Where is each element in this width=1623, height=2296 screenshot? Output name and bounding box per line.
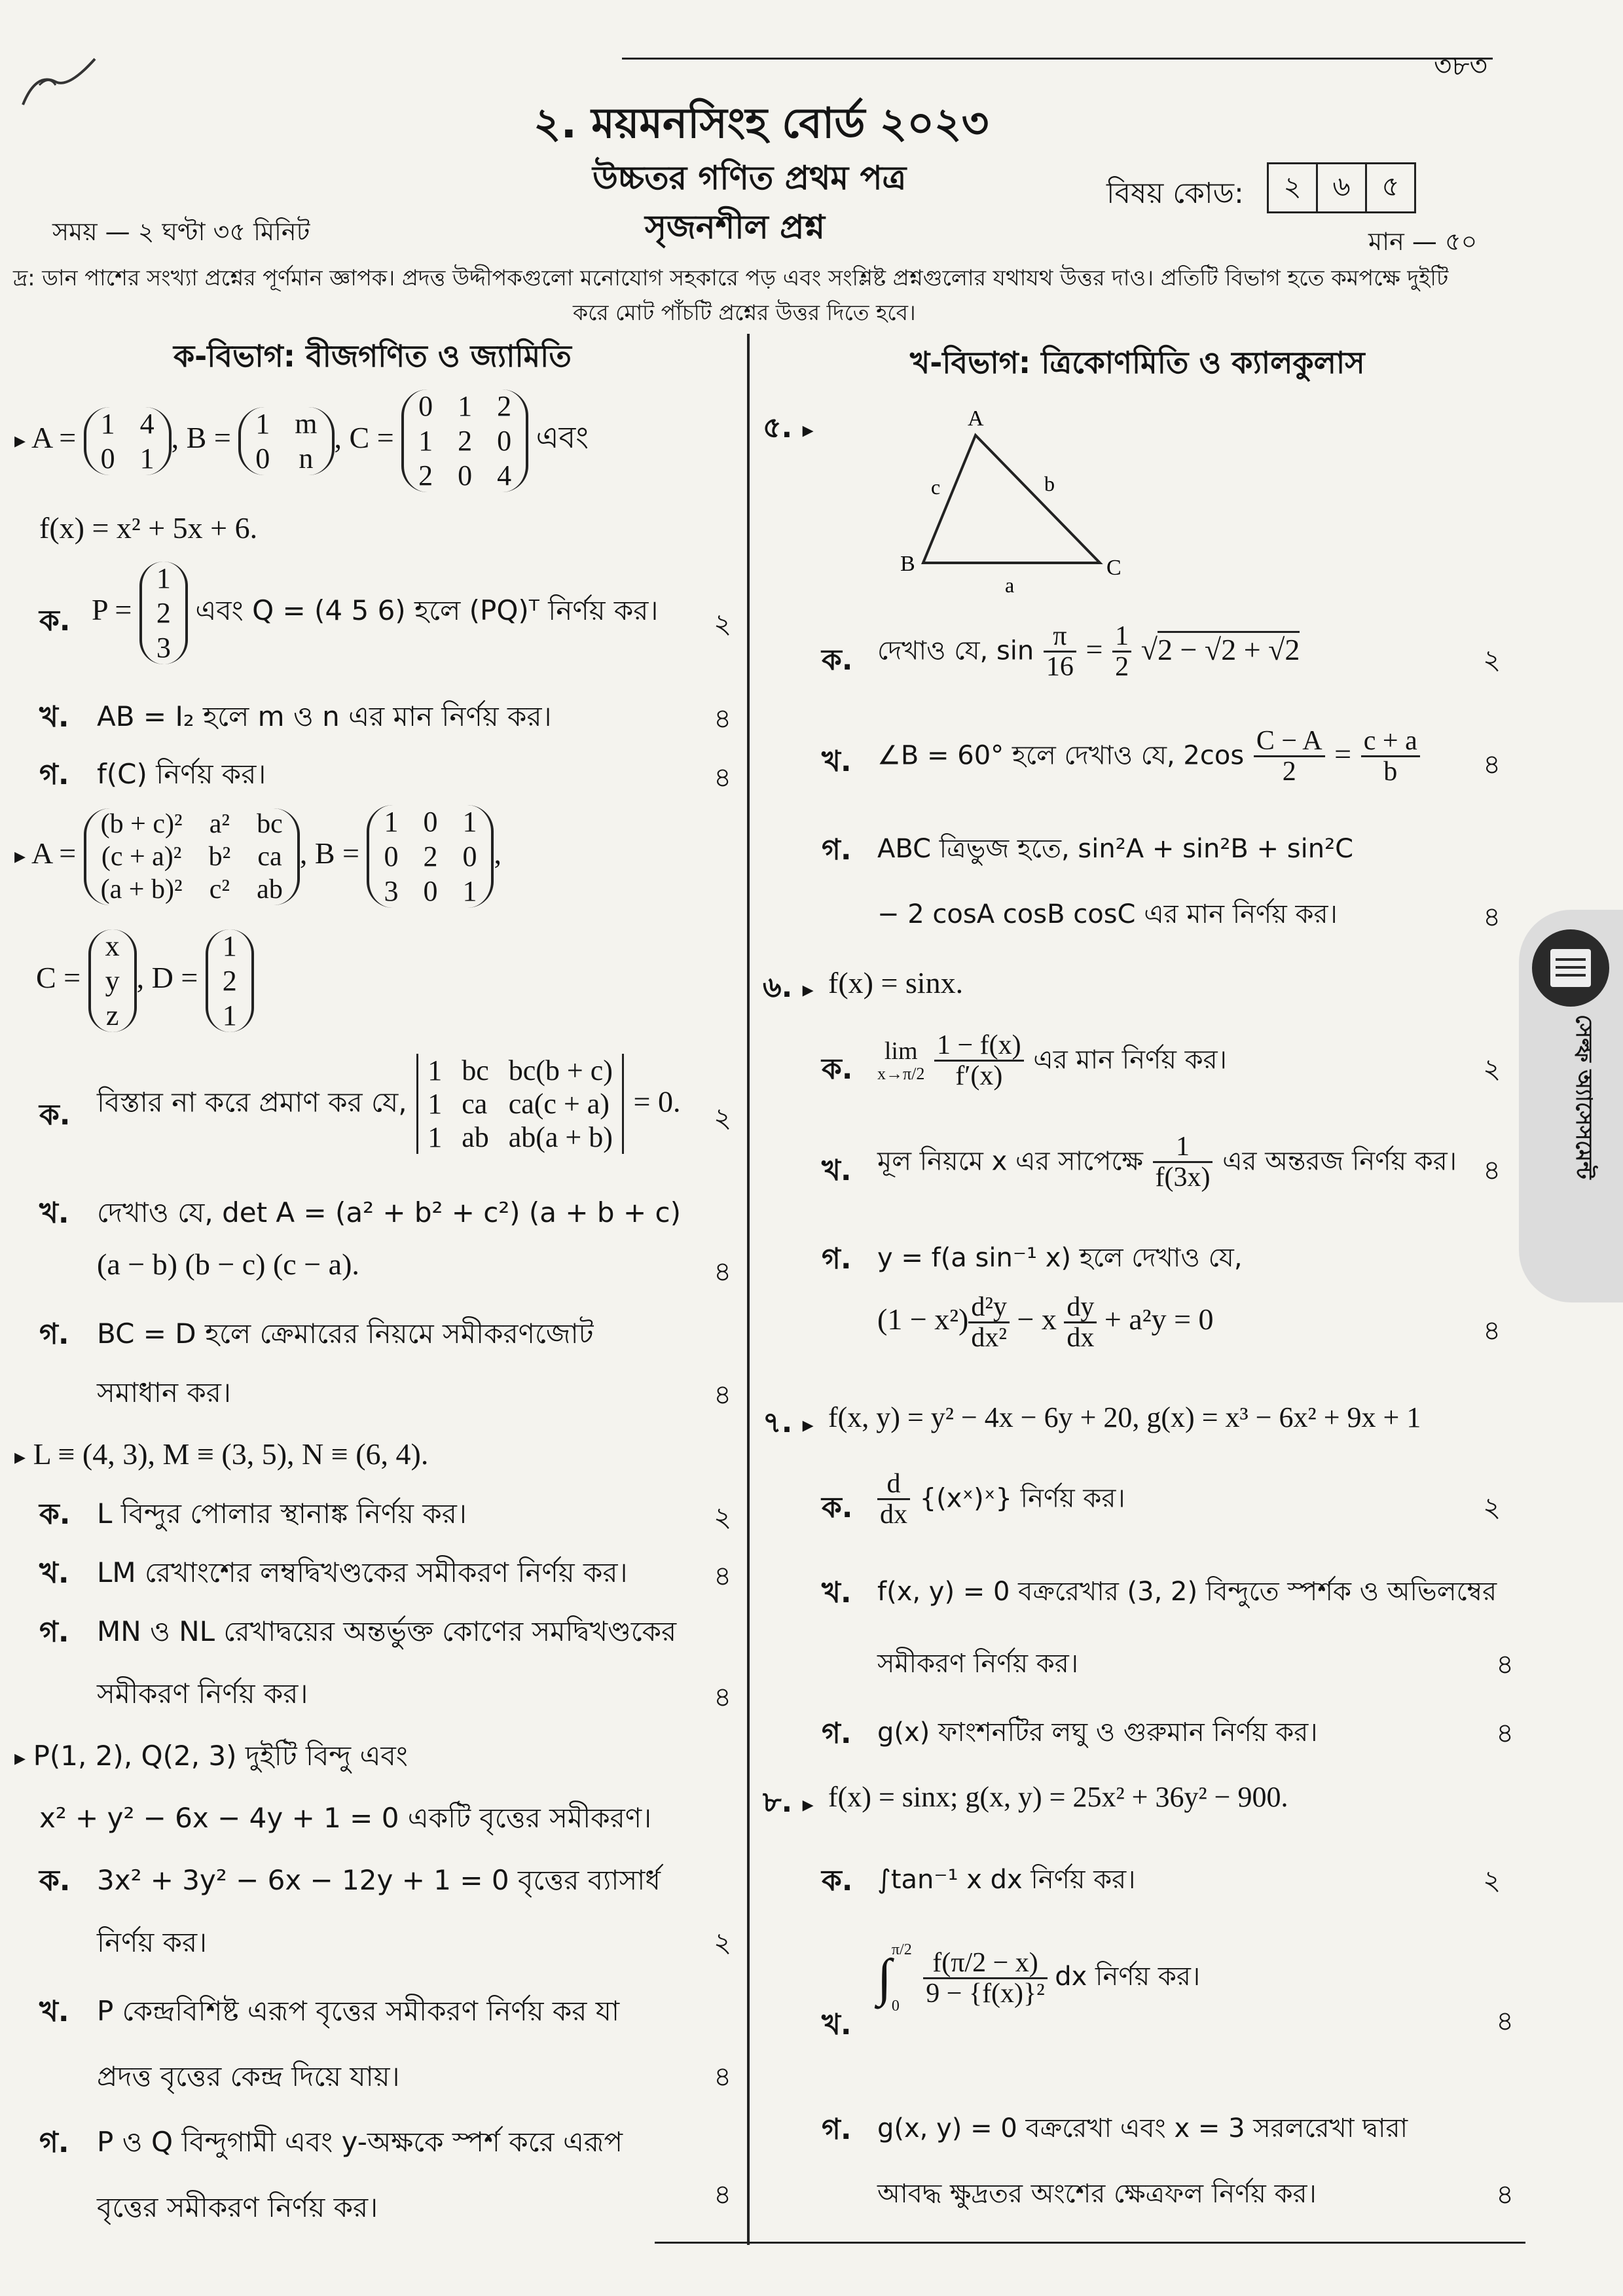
matrix-b: 1 m 0 n bbox=[238, 407, 334, 475]
side-b-label: b bbox=[1044, 472, 1055, 495]
side-tab-label: সেল্ফ অ্যাসেসমেন্ট bbox=[1571, 1014, 1597, 1179]
fraction-1-over-f3x: $\frac{1}{f(3x)}$ bbox=[1153, 1132, 1213, 1192]
q4-kha-marks: ৪ bbox=[714, 2060, 732, 2092]
q1-kha-marks: ৪ bbox=[714, 702, 732, 734]
q4-ka-label: ক. bbox=[39, 1864, 71, 1897]
fraction-c-minus-a-over-2: $\frac{C - A}{2}$ bbox=[1254, 726, 1325, 786]
question-type: সৃজনশীল প্রশ্ন bbox=[645, 208, 825, 246]
q3-ga-label: গ. bbox=[39, 1615, 69, 1649]
q6-ga-text: y = f(a sin⁻¹ x) হলে দেখাও যে, bbox=[877, 1243, 1243, 1273]
q5-ga-marks: ৪ bbox=[1483, 901, 1501, 933]
q8-ga-label: গ. bbox=[822, 2113, 852, 2146]
q2-ga-marks: ৪ bbox=[714, 1378, 732, 1410]
q8-kha-label: খ. bbox=[822, 2008, 852, 2041]
q5-ga-text2: − 2 cosA cosB cosC এর মান নির্ণয় কর। bbox=[877, 899, 1338, 929]
matrix-a: 1 4 0 1 bbox=[84, 407, 172, 475]
q7-kha-marks: ৪ bbox=[1496, 1648, 1514, 1680]
q4-stem-1 bbox=[14, 1734, 408, 1781]
q8-stem: f(x) = sinx; g(x, y) = 25x² + 36y² − 900. bbox=[828, 1781, 1288, 1813]
corner-scribble-mark bbox=[16, 46, 108, 118]
q2-ka-prefix: বিস্তার না করে প্রমাণ কর যে, bbox=[97, 1086, 407, 1119]
instructions-line-1: দ্র: ডান পাশের সংখ্যা প্রশ্নের পূর্ণমান জ্ঞাপক। প্রদত্ত উদ্দীপকগুলো মনোযোগ সহকারে পড় এবং সংশ্লিষ্ট প্রশ্নগুলোর যথাযথ উত্তর দাও। প্রতিটি বিভাগ হতে কমপক্ষে দুইটি bbox=[13, 265, 1449, 291]
and-word: এবং bbox=[536, 420, 589, 456]
q7-number bbox=[763, 1401, 814, 1448]
matrix-a2: (b + c)² a² bc (c + a)² b² ca (a + b)² c² ab bbox=[84, 808, 300, 905]
vertex-c-label: C bbox=[1106, 556, 1122, 580]
matrix-d2: 1 2 1 bbox=[206, 929, 254, 1032]
bullet-icon: ▸ bbox=[14, 1445, 26, 1469]
q4-kha-text2: প্রদত্ত বৃত্তের কেন্দ্র দিয়ে যায়। bbox=[97, 2060, 400, 2092]
q2-ka-text bbox=[97, 1054, 680, 1154]
q3-ka-text: L বিন্দুর পোলার স্থানাঙ্ক নির্ণয় কর। bbox=[97, 1498, 467, 1530]
section-a-title: ক-বিভাগ: বীজগণিত ও জ্যামিতি bbox=[173, 338, 572, 374]
p-equals: P = bbox=[92, 593, 132, 627]
bullet-icon: ▸ bbox=[802, 1791, 814, 1818]
q4-ka-text: 3x² + 3y² − 6x − 12y + 1 = 0 বৃত্তের ব্যাসার্ধ bbox=[97, 1864, 661, 1896]
q5-kha-prefix: ∠B = 60° হলে দেখাও যে, 2cos bbox=[877, 740, 1245, 771]
side-a-label: a bbox=[1005, 573, 1015, 597]
q8-num-text: ৮. bbox=[763, 1785, 793, 1819]
bullet-icon: ▸ bbox=[14, 1746, 26, 1770]
q8-kha-text: ∫π/2 0 $\frac{f(\pi/2 - x)}{\text{9 − \{f(x)\}²}}$ dx নির্ণয় কর। bbox=[877, 1941, 1201, 2015]
q6-ka-text bbox=[877, 1031, 1227, 1090]
fraction-half: $\frac{1}{2}$ bbox=[1112, 622, 1131, 681]
bullet-icon: ▸ bbox=[802, 977, 814, 1003]
q7-kha-label: খ. bbox=[822, 1576, 852, 1609]
q1-ka-marks: ২ bbox=[714, 607, 732, 639]
q8-kha-marks: ৪ bbox=[1496, 2005, 1514, 2037]
q1-kha-text: AB = I₂ হলে m ও n এর মান নির্ণয় কর। bbox=[97, 700, 552, 732]
q5-num-text: ৫. bbox=[763, 411, 793, 444]
q1-ga-text: f(C) নির্ণয় কর। bbox=[97, 758, 266, 790]
q6-kha-label: খ. bbox=[822, 1154, 852, 1187]
q7-ga-marks: ৪ bbox=[1496, 1717, 1514, 1749]
q7-ka-text bbox=[877, 1469, 1125, 1529]
code-digit: ৫ bbox=[1367, 162, 1416, 213]
q2-ga-label: গ. bbox=[39, 1318, 69, 1351]
instructions-line-2: করে মোট পাঁচটি প্রশ্নের উত্তর দিতে হবে। bbox=[573, 300, 916, 325]
triangle-abc-diagram bbox=[890, 406, 1139, 602]
code-digit: ২ bbox=[1267, 162, 1318, 213]
column-divider bbox=[747, 334, 750, 2245]
q6-kha-marks: ৪ bbox=[1483, 1154, 1501, 1186]
q3-stem bbox=[14, 1437, 428, 1471]
q2-ka-tail: = 0. bbox=[633, 1085, 681, 1119]
q2-kha-text: দেখাও যে, det A = (a² + b² + c²) (a + b + c) bbox=[97, 1196, 681, 1229]
q3-kha-marks: ৪ bbox=[714, 1560, 732, 1592]
q4-ga-marks: ৪ bbox=[714, 2178, 732, 2210]
subject-code-boxes bbox=[1267, 162, 1416, 213]
q3-ka-label: ক. bbox=[39, 1498, 71, 1531]
q3-kha-label: খ. bbox=[39, 1556, 69, 1590]
q2-kha-label: খ. bbox=[39, 1196, 69, 1230]
q6-kha-suffix: এর অন্তরজ নির্ণয় কর। bbox=[1222, 1146, 1457, 1177]
side-c-label: c bbox=[931, 475, 941, 499]
subject-title: উচ্চতর গণিত প্রথম পত্র bbox=[593, 159, 907, 197]
q5-ka-label: ক. bbox=[822, 643, 853, 677]
q4-ka-marks: ২ bbox=[714, 1926, 732, 1958]
q4-ga-text2: বৃত্তের সমীকরণ নির্ণয় কর। bbox=[97, 2191, 378, 2223]
q7-stem: f(x, y) = y² − 4x − 6y + 20, g(x) = x³ − 6x² + 9x + 1 bbox=[828, 1401, 1421, 1433]
fraction-1-minus-fx: $\frac{1 - f(x)}{f'(x)}$ bbox=[934, 1031, 1024, 1090]
q2-stem-matrices: ▸ A = (b + c)² a² bc (c + a)² b² ca (a + b)² c² ab , B = 1 0 1 0 2 0 3 0 1 , bbox=[14, 806, 501, 907]
q3-ga-text: MN ও NL রেখাদ্বয়ের অন্তর্ভুক্ত কোণের সমদ্বিখণ্ডকের bbox=[97, 1615, 677, 1647]
code-digit: ৬ bbox=[1318, 162, 1367, 213]
q1-stem-matrices: ▸ A = 1 4 0 1 , B = 1 m 0 n , C = 0 1 2 1 2 0 2 0 4 এবং bbox=[14, 390, 589, 492]
bullet-icon: ▸ bbox=[802, 417, 814, 443]
q6-ga-label: গ. bbox=[822, 1242, 852, 1276]
q5-ga-text: ABC ত্রিভুজ হতে, sin²A + sin²B + sin²C bbox=[877, 834, 1354, 864]
q7-ka-marks: ২ bbox=[1483, 1491, 1501, 1523]
top-rule bbox=[622, 58, 1493, 60]
bottom-rule bbox=[655, 2242, 1525, 2244]
q4-kha-label: খ. bbox=[39, 1995, 69, 2028]
q6-ka-marks: ২ bbox=[1483, 1052, 1501, 1085]
q5-ka-marks: ২ bbox=[1483, 643, 1501, 675]
q8-ka-text: ∫tan⁻¹ x dx নির্ণয় কর। bbox=[877, 1865, 1136, 1895]
d2y-dx2: $\frac{\text{d²y}}{\text{dx²}}$ bbox=[968, 1293, 1010, 1352]
matrix-c: 0 1 2 1 2 0 2 0 4 bbox=[401, 389, 528, 492]
q3-kha-text: LM রেখাংশের লম্বদ্বিখণ্ডকের সমীকরণ নির্ণয় কর। bbox=[97, 1556, 628, 1588]
q3-ga-text2: সমীকরণ নির্ণয় কর। bbox=[97, 1677, 308, 1710]
q7-ka-label: ক. bbox=[822, 1491, 853, 1524]
q5-ka-prefix: দেখাও যে, sin bbox=[877, 636, 1034, 666]
vertex-b-label: B bbox=[900, 552, 915, 576]
q8-kha-suffix: dx নির্ণয় কর। bbox=[1055, 1962, 1201, 1992]
q6-kha-text bbox=[877, 1132, 1457, 1192]
q8-ga-marks: ৪ bbox=[1496, 2178, 1514, 2210]
q5-kha-marks: ৪ bbox=[1483, 748, 1501, 780]
d-dx: $\frac{d}{dx}$ bbox=[877, 1469, 910, 1529]
q2-ga-text: BC = D হলে ক্রেমারের নিয়মে সমীকরণজোট bbox=[97, 1318, 594, 1350]
q7-ka-suffix: {(xˣ)ˣ} নির্ণয় কর। bbox=[919, 1483, 1125, 1514]
q6-ga-equation: (1 − x²) $\frac{\text{d²y}}{\text{dx²}}$ − x $\frac{dy}{dx}$ + a²y = 0 bbox=[877, 1292, 1214, 1354]
q4-ga-text: P ও Q বিন্দুগামী এবং y-অক্ষকে স্পর্শ করে এরূপ bbox=[97, 2126, 623, 2158]
q2-kha-marks: ৪ bbox=[714, 1255, 732, 1287]
q5-kha-text: ∠B = 60° হলে দেখাও যে, 2cos $\frac{C - A}{2}$ = $\frac{c + a}{b}$ bbox=[877, 726, 1420, 786]
q1-ka-text bbox=[92, 562, 658, 664]
q6-ka-suffix: এর মান নির্ণয় কর। bbox=[1033, 1045, 1227, 1075]
bullet-icon: ▸ bbox=[14, 429, 26, 454]
full-marks: মান — ৫০ bbox=[1368, 227, 1478, 256]
fraction-pi-16: $\frac{\pi}{16}$ bbox=[1044, 622, 1076, 681]
q6-stem: f(x) = sinx. bbox=[828, 966, 964, 999]
q7-kha-text2: সমীকরণ নির্ণয় কর। bbox=[877, 1649, 1079, 1679]
book-icon bbox=[1532, 929, 1609, 1007]
section-b-title: খ-বিভাগ: ত্রিকোণমিতি ও ক্যালকুলাস bbox=[910, 345, 1365, 380]
vertex-a-label: A bbox=[968, 406, 984, 431]
q7-kha-text: f(x, y) = 0 বক্ররেখার (3, 2) বিন্দুতে স্পর্শক ও অভিলম্বের bbox=[877, 1577, 1497, 1607]
q4-stem-2: x² + y² − 6x − 4y + 1 = 0 একটি বৃত্তের সমীকরণ। bbox=[39, 1802, 652, 1834]
q1-ka-rest: এবং Q = (4 5 6) হলে (PQ)ᵀ নির্ণয় কর। bbox=[195, 594, 659, 627]
q2-ga-text2: সমাধান কর। bbox=[97, 1376, 231, 1408]
q4-kha-text: P কেন্দ্রবিশিষ্ট এরূপ বৃত্তের সমীকরণ নির্ণয় কর যা bbox=[97, 1995, 620, 2027]
q1-ga-marks: ৪ bbox=[714, 761, 732, 793]
subject-code-label: বিষয় কোড: bbox=[1106, 177, 1244, 210]
q8-ka-label: ক. bbox=[822, 1864, 853, 1897]
q3-stem-text: L ≡ (4, 3), M ≡ (3, 5), N ≡ (6, 4). bbox=[33, 1437, 429, 1471]
q4-ga-label: গ. bbox=[39, 2126, 69, 2159]
q8-ga-text2: আবদ্ধ ক্ষুদ্রতর অংশের ক্ষেত্রফল নির্ণয় কর। bbox=[877, 2179, 1317, 2209]
matrix-b2: 1 0 1 0 2 0 3 0 1 bbox=[367, 805, 494, 908]
limit-symbol: lim x→π/2 bbox=[877, 1037, 925, 1083]
q5-ka-text: দেখাও যে, sin $\frac{\pi}{16}$ = $\frac{1}{2}$ √2 − √2 + √2 bbox=[877, 621, 1300, 683]
q5-ga-label: গ. bbox=[822, 833, 852, 867]
q6-number bbox=[763, 965, 814, 1013]
q1-kha-label: খ. bbox=[39, 700, 69, 734]
q7-ga-label: গ. bbox=[822, 1717, 852, 1750]
matrix-p: 1 2 3 bbox=[139, 562, 188, 664]
exam-title: ২. ময়মনসিংহ বোর্ড ২০২৩ bbox=[534, 99, 989, 148]
q4-stem1-text: P(1, 2), Q(2, 3) দুইটি বিন্দু এবং bbox=[33, 1740, 408, 1772]
q2-kha-text2: (a − b) (b − c) (c − a). bbox=[97, 1247, 359, 1281]
q8-number bbox=[763, 1780, 814, 1828]
q6-ga-marks: ৪ bbox=[1483, 1314, 1501, 1346]
q8-ka-marks: ২ bbox=[1483, 1864, 1501, 1896]
q5-kha-label: খ. bbox=[822, 745, 852, 778]
q4-ka-text2: নির্ণয় কর। bbox=[97, 1926, 208, 1958]
q6-num-text: ৬. bbox=[763, 971, 793, 1004]
q2-ka-label: ক. bbox=[39, 1098, 71, 1132]
q7-ga-text: g(x) ফাংশনটির লঘু ও গুরুমান নির্ণয় কর। bbox=[877, 1717, 1318, 1748]
q3-ka-marks: ২ bbox=[714, 1501, 732, 1533]
dy-dx: $\frac{dy}{dx}$ bbox=[1064, 1293, 1097, 1352]
side-tab bbox=[1519, 910, 1623, 1302]
q2-ka-marks: ২ bbox=[714, 1102, 732, 1134]
q3-ga-marks: ৪ bbox=[714, 1681, 732, 1713]
q1-function: f(x) = x² + 5x + 6. bbox=[39, 511, 258, 545]
q1-ga-label: গ. bbox=[39, 758, 69, 791]
q5-number bbox=[763, 406, 814, 454]
matrix-c2: x y z bbox=[88, 929, 137, 1032]
exam-time: সময় — ২ ঘণ্টা ৩৫ মিনিট bbox=[52, 217, 310, 246]
q6-ka-label: ক. bbox=[822, 1052, 853, 1086]
q6-kha-prefix: মূল নিয়মে x এর সাপেক্ষে bbox=[877, 1146, 1143, 1177]
determinant: 1 bc bc(b + c) 1 ca ca(c + a) 1 ab ab(a + b) bbox=[416, 1054, 624, 1154]
bullet-icon: ▸ bbox=[14, 844, 26, 869]
q7-num-text: ৭. bbox=[763, 1406, 793, 1439]
q8-ga-text: g(x, y) = 0 বক্ররেখা এবং x = 3 সরলরেখা দ্বারা bbox=[877, 2113, 1408, 2144]
q1-ka-label: ক. bbox=[39, 604, 71, 637]
bullet-icon: ▸ bbox=[802, 1412, 814, 1438]
fraction-c-plus-a-over-b: $\frac{c + a}{b}$ bbox=[1361, 726, 1420, 786]
integrand-fraction: $\frac{f(\pi/2 - x)}{\text{9 − \{f(x)\}²}}$ bbox=[923, 1948, 1048, 2008]
q2-stem-cd: C = x y z , D = 1 2 1 bbox=[36, 929, 254, 1032]
page-number: ৩৮৩ bbox=[1434, 50, 1487, 82]
